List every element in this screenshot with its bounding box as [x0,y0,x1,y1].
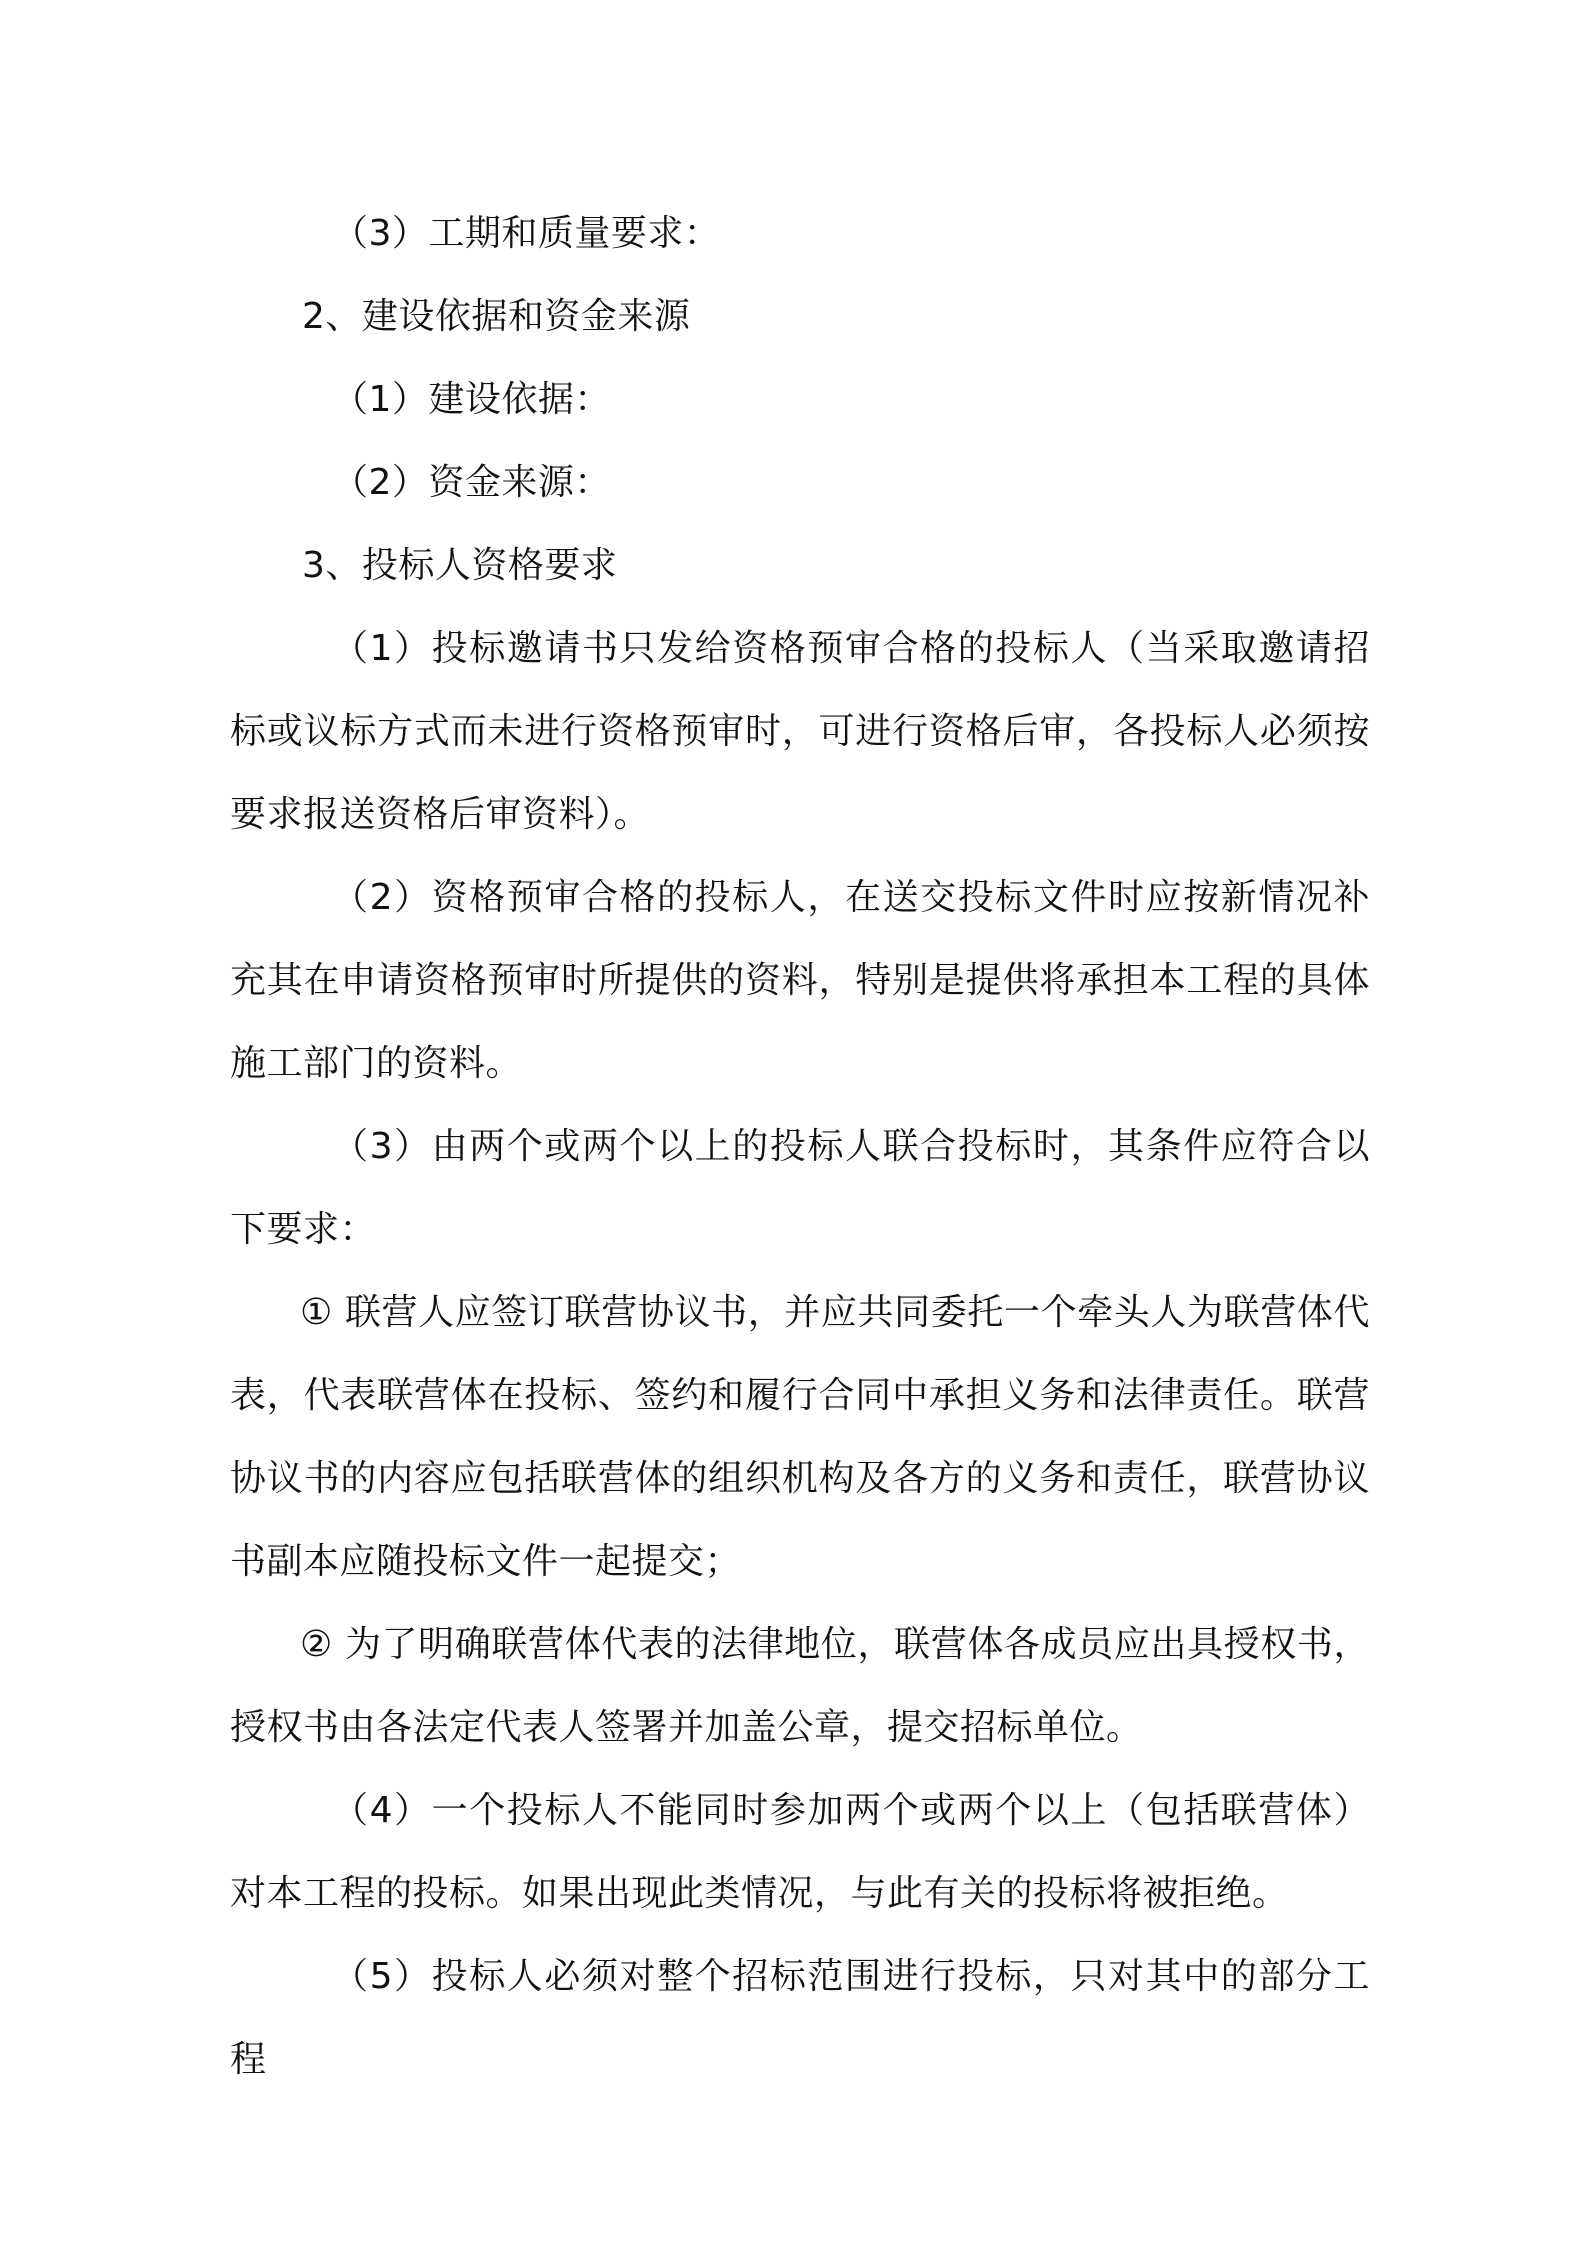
paragraph-qualification-2: （2）资格预审合格的投标人，在送交投标文件时应按新情况补充其在申请资格预审时所提供的资料，特别是提供将承担本工程的具体施工部门的资料。 [230,877,1370,1084]
paragraph-qualification-5: （5）投标人必须对整个招标范围进行投标，只对其中的部分工程 [230,1956,1370,2080]
paragraph-qualification-3: （3）由两个或两个以上的投标人联合投标时，其条件应符合以下要求： [230,1126,1370,1250]
section-3-heading: 3、投标人资格要求 [302,545,618,586]
paragraph-qualification-4: （4）一个投标人不能同时参加两个或两个以上（包括联营体）对本工程的投标。如果出现此类情况，与此有关的投标将被拒绝。 [230,1790,1370,1914]
document-body [230,192,1370,2101]
paragraph-consortium-2: ② 为了明确联营体代表的法律地位，联营体各成员应出具授权书，授权书由各法定代表人签署并加盖公章，提交招标单位。 [230,1624,1370,1748]
paragraph-consortium-1: ① 联营人应签订联营协议书，并应共同委托一个牵头人为联营体代表，代表联营体在投标、签约和履行合同中承担义务和法律责任。联营协议书的内容应包括联营体的组织机构及各方的义务和责任，联营协议书副本应随投标文件一起提交； [230,1292,1370,1582]
item-construction-basis: （1）建设依据： [332,379,611,420]
paragraph-qualification-1: （1）投标邀请书只发给资格预审合格的投标人（当采取邀请招标或议标方式而未进行资格预审时，可进行资格后审，各投标人必须按要求报送资格后审资料）。 [230,628,1370,835]
item-schedule-quality: （3）工期和质量要求： [332,213,721,254]
section-2-heading: 2、建设依据和资金来源 [302,296,691,337]
item-funding-source: （2）资金来源： [332,462,611,503]
